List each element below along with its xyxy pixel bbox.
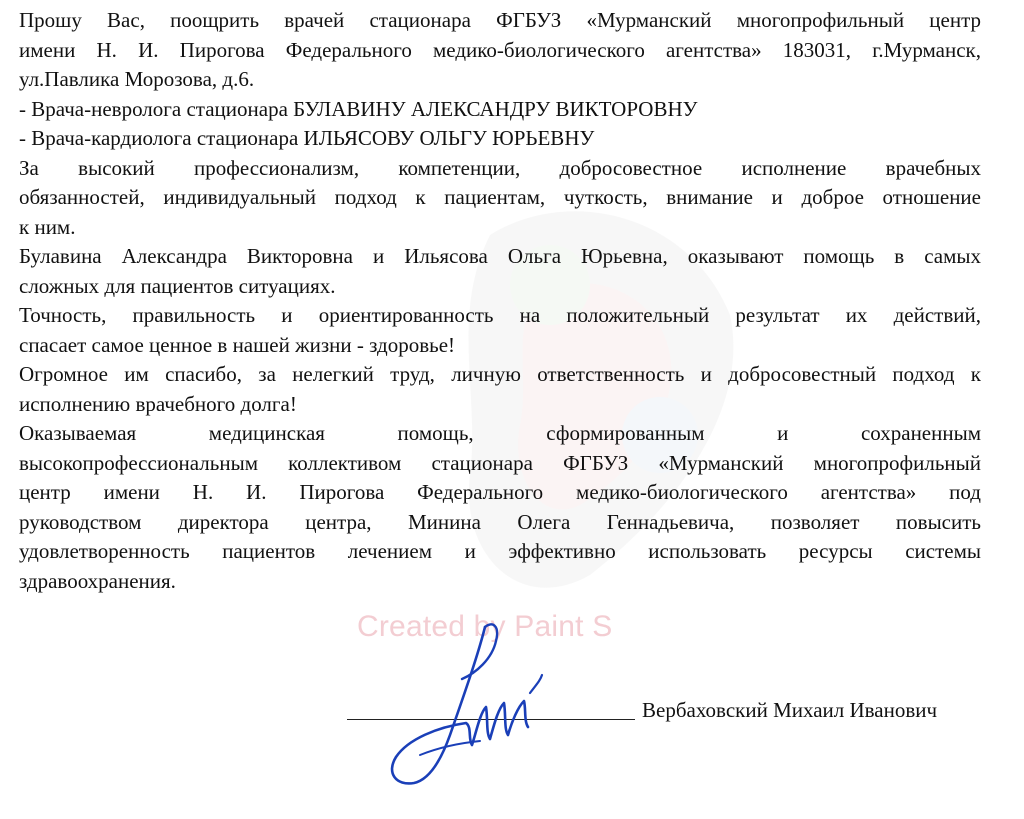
letter-body <box>19 6 981 596</box>
letter-line: - Врача-невролога стационара БУЛАВИНУ АЛЕКСАНДРУ ВИКТОРОВНУ <box>19 96 698 121</box>
letter-line: Огромное им спасибо, за нелегкий труд, личную ответственность и добросовестный подход к <box>19 362 981 386</box>
letter-line: имени Н. И. Пирогова Федерального медико-биологического агентства» 183031, г.Мурманск, <box>19 37 981 62</box>
letter-line: исполнению врачебного долга! <box>19 391 297 416</box>
letter-line: За высокий профессионализм, компетенции, добросовестное исполнение врачебных <box>19 155 981 180</box>
letter-line: Оказываемая медицинская помощь, сформированным и сохраненным <box>19 421 981 445</box>
letter-line: ул.Павлика Морозова, д.6. <box>19 67 255 91</box>
letter-line: обязанностей, индивидуальный подход к пациентам, чуткость, внимание и доброе отношение <box>19 185 981 209</box>
letter-line: здравоохранения. <box>19 568 176 593</box>
letter-paragraph-reasons <box>19 154 981 243</box>
letter-line: Булавина Александра Викторовна и Ильясова Ольга Юрьевна, оказывают помощь в самых <box>19 244 981 268</box>
letter-line: руководством директора центра, Минина Олега Геннадьевича, позволяет повысить <box>19 509 981 534</box>
letter-line: центр имени Н. И. Пирогова Федерального медико-биологического агентства» под <box>19 480 981 504</box>
letter-paragraph-request <box>19 6 981 95</box>
signature-line <box>347 719 635 720</box>
watermark: Created by Paint S <box>357 610 613 643</box>
letter-paragraph-help <box>19 242 981 301</box>
letter-line: удовлетворенность пациентов лечением и эффективно использовать ресурсы системы <box>19 539 981 563</box>
letter-line: к ним. <box>19 214 76 239</box>
letter-line: высокопрофессиональным коллективом стационара ФГБУЗ «Мурманский многопрофильный <box>19 450 981 475</box>
signatory-name: Вербаховский Михаил Иванович <box>642 698 938 722</box>
letter-paragraph-conclusion <box>19 419 981 596</box>
letter-line: сложных для пациентов ситуациях. <box>19 273 336 298</box>
doctor-neurologist <box>19 95 981 125</box>
doctor-cardiologist <box>19 124 981 154</box>
letter-paragraph-thanks <box>19 360 981 419</box>
letter-line: спасает самое ценное в нашей жизни - здоровье! <box>19 332 456 357</box>
letter-line: Прошу Вас, поощрить врачей стационара ФГБУЗ «Мурманский многопрофильный центр <box>19 8 981 32</box>
letter-paragraph-accuracy <box>19 301 981 360</box>
letter-line: - Врача-кардиолога стационара ИЛЬЯСОВУ ОЛЬГУ ЮРЬЕВНУ <box>19 126 595 150</box>
letter-line: Точность, правильность и ориентированность на положительный результат их действий, <box>19 303 981 327</box>
